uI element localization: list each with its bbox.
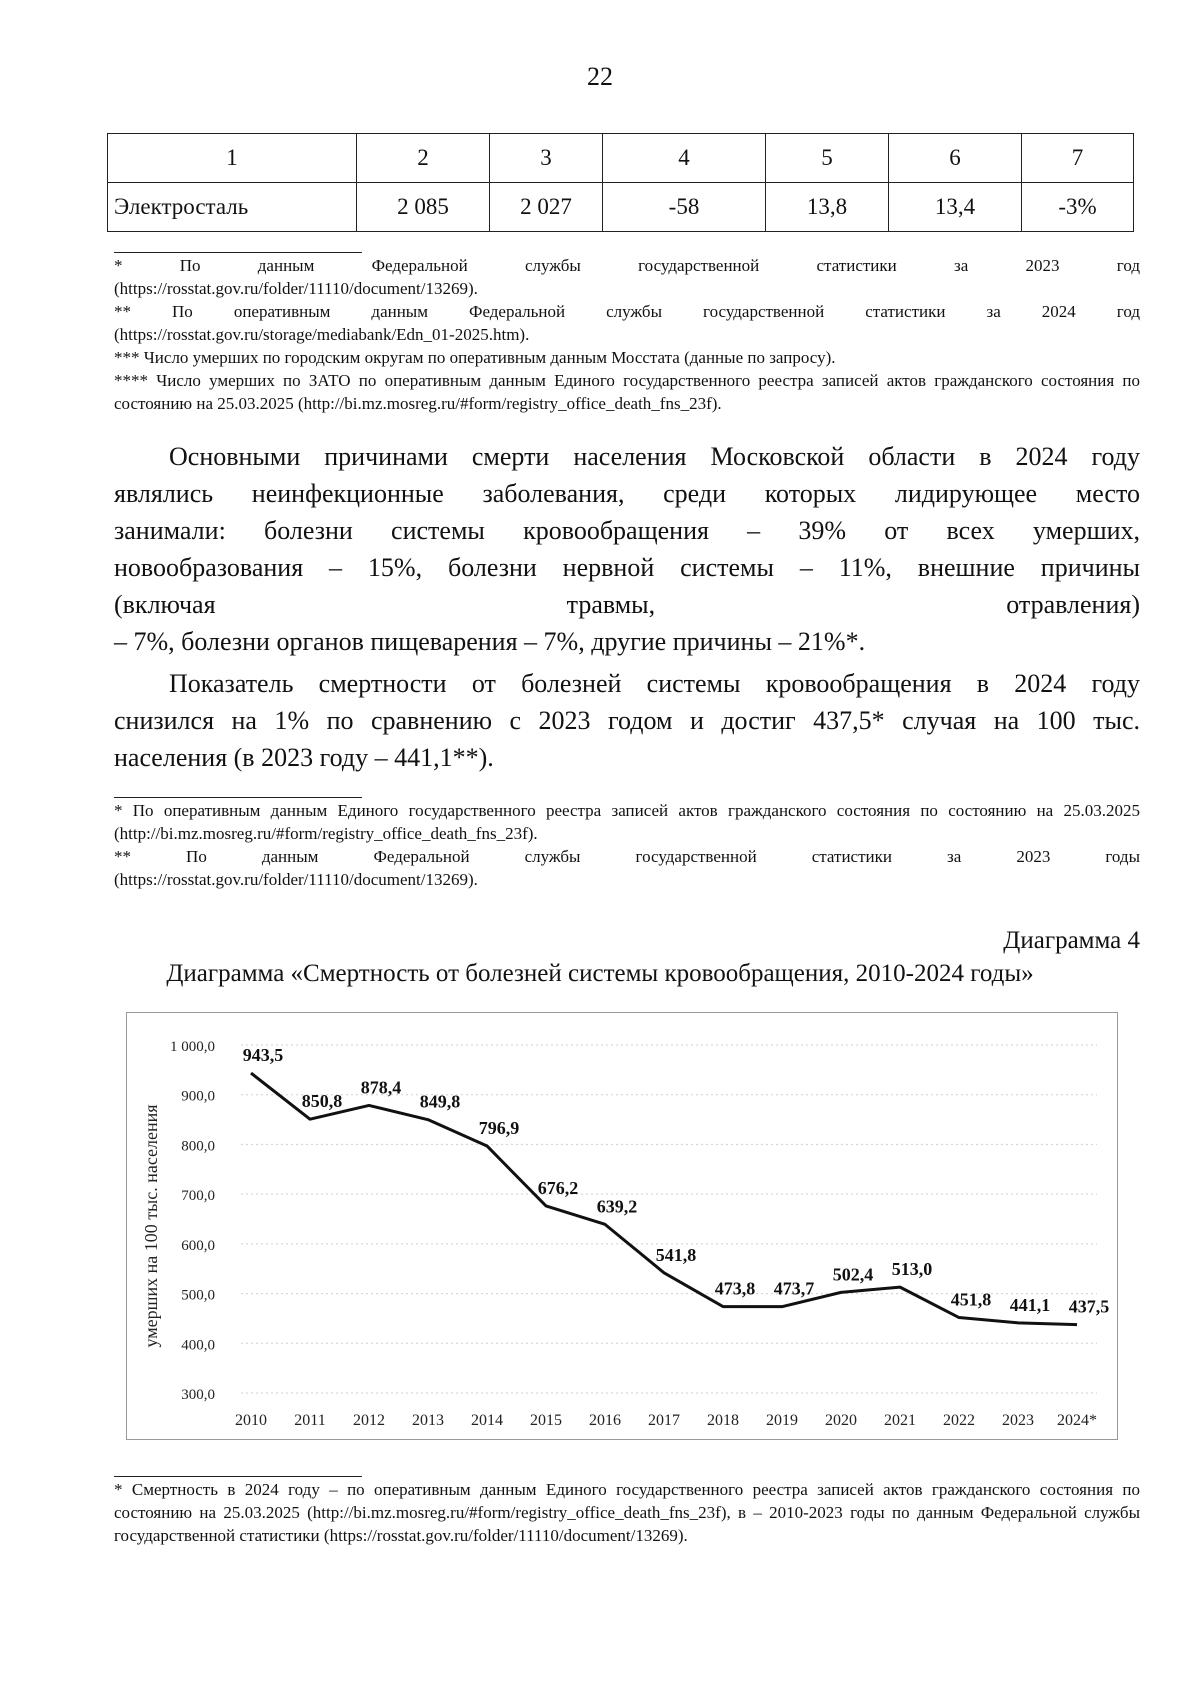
table-header-cell: 5 xyxy=(766,134,889,183)
y-axis-label: умерших на 100 тыс. населения xyxy=(141,1104,161,1348)
line-chart xyxy=(127,1013,1117,1439)
x-tick-label: 2024* xyxy=(1057,1412,1097,1429)
footnote-divider xyxy=(114,1476,362,1477)
data-label: 676,2 xyxy=(537,1177,579,1198)
data-label: 541,8 xyxy=(655,1244,697,1265)
data-label: 513,0 xyxy=(891,1259,933,1280)
data-label: 849,8 xyxy=(419,1091,461,1112)
data-label: 850,8 xyxy=(301,1091,343,1112)
footnote: *** Число умерших по городским округам по оперативным данным Мосстата (данные по запросу). xyxy=(114,348,836,367)
x-tick-label: 2015 xyxy=(530,1412,562,1429)
y-tick-label: 300,0 xyxy=(181,1387,215,1403)
x-tick-label: 2016 xyxy=(589,1412,621,1429)
table-header-cell: 1 xyxy=(108,134,357,183)
footnote: * Смертность в 2024 году – по оперативным данным Единого государственного реестра записей актов гражданского состояния по состоянию на 25.03.2025 (http://bi.mz.mosreg.ru/#form/registry_office_death_fns_23f), в – 2010-2023 годы по данным Федеральной службы государственной статистики (https://rosstat.gov.ru/folder/11110/document/13269). xyxy=(114,1480,1140,1545)
series-line xyxy=(251,1073,1077,1325)
y-tick-label: 400,0 xyxy=(181,1337,215,1354)
text-line: Показатель смертности от болезней системы кровообращения в 2024 году xyxy=(169,669,1140,698)
table-row xyxy=(108,183,1134,232)
table-header-cell: 2 xyxy=(357,134,490,183)
footnotes-bottom xyxy=(114,1478,1140,1547)
footnote-divider xyxy=(114,797,362,798)
x-tick-label: 2014 xyxy=(471,1412,503,1429)
text-line: (включая травмы, отравления) xyxy=(114,590,1140,619)
footnote: * По оперативным данным Единого государственного реестра записей актов гражданского состояния по состоянию на 25.03.2025 (http://bi.mz.mosreg.ru/#form/registry_office_death_fns_23f). xyxy=(114,801,1140,843)
data-label: 441,1 xyxy=(1009,1294,1051,1315)
data-label: 473,8 xyxy=(714,1278,756,1299)
paragraph-causes xyxy=(114,438,1140,660)
diagram-label: Диаграмма 4 xyxy=(1003,927,1140,954)
y-tick-label: 800,0 xyxy=(181,1138,215,1155)
footnote: * По данным Федеральной службы государственной статистики за 2023 год xyxy=(114,256,1140,275)
table-cell: Электросталь xyxy=(108,183,357,232)
data-label: 437,5 xyxy=(1068,1296,1110,1317)
y-tick-label: 500,0 xyxy=(181,1287,215,1304)
table-cell: 13,8 xyxy=(766,183,889,232)
data-label: 451,8 xyxy=(950,1289,992,1310)
data-table xyxy=(107,133,1134,232)
table-header-row xyxy=(108,134,1134,183)
text-line: занимали: болезни системы кровообращения – 39% от всех умерших, xyxy=(114,516,1140,545)
table-cell: 13,4 xyxy=(889,183,1022,232)
table-cell: -3% xyxy=(1022,183,1134,232)
table-cell: -58 xyxy=(603,183,766,232)
footnotes-mid xyxy=(114,799,1140,891)
table-header-cell: 7 xyxy=(1022,134,1134,183)
y-tick-label: 900,0 xyxy=(181,1088,215,1105)
x-tick-label: 2023 xyxy=(1002,1412,1034,1429)
page-number: 22 xyxy=(587,62,613,91)
data-label: 639,2 xyxy=(596,1196,638,1217)
y-tick-label: 1 000,0 xyxy=(170,1039,215,1055)
footnote: ** По данным Федеральной службы государственной статистики за 2023 годы xyxy=(114,847,1140,866)
footnote: (https://rosstat.gov.ru/folder/11110/document/13269). xyxy=(114,870,478,889)
text-line: Основными причинами смерти населения Московской области в 2024 году xyxy=(169,442,1140,471)
data-label: 878,4 xyxy=(360,1077,402,1098)
data-label: 943,5 xyxy=(242,1045,284,1066)
footnote: ** По оперативным данным Федеральной службы государственной статистики за 2024 год xyxy=(114,302,1140,321)
paragraph-rate xyxy=(114,665,1140,776)
data-label: 796,9 xyxy=(478,1117,520,1138)
table-header-cell: 6 xyxy=(889,134,1022,183)
text-line: снизился на 1% по сравнению с 2023 годом и достиг 437,5* случая на 100 тыс. xyxy=(114,706,1140,735)
text-line: населения (в 2023 году – 441,1**). xyxy=(114,743,494,772)
data-label: 473,7 xyxy=(773,1278,815,1299)
y-tick-label: 600,0 xyxy=(181,1237,215,1254)
y-tick-label: 700,0 xyxy=(181,1188,215,1205)
chart-frame xyxy=(126,1012,1118,1440)
x-tick-label: 2019 xyxy=(766,1412,798,1429)
x-tick-label: 2010 xyxy=(235,1412,267,1429)
diagram-title: Диаграмма «Смертность от болезней системы кровообращения, 2010-2024 годы» xyxy=(166,960,1034,987)
footnote-divider xyxy=(114,252,362,253)
x-tick-label: 2020 xyxy=(825,1412,857,1429)
table-cell: 2 085 xyxy=(357,183,490,232)
footnote: **** Число умерших по ЗАТО по оперативным данным Единого государственного реестра записей актов гражданского состояния по состоянию на 25.03.2025 (http://bi.mz.mosreg.ru/#form/registry_office_death_fns_23f). xyxy=(114,371,1140,413)
x-tick-label: 2021 xyxy=(884,1412,916,1429)
text-line: являлись неинфекционные заболевания, среди которых лидирующее место xyxy=(114,479,1140,508)
table-header-cell: 4 xyxy=(603,134,766,183)
x-tick-label: 2018 xyxy=(707,1412,739,1429)
x-tick-label: 2013 xyxy=(412,1412,444,1429)
x-tick-label: 2022 xyxy=(943,1412,975,1429)
table-header-cell: 3 xyxy=(490,134,603,183)
table-cell: 2 027 xyxy=(490,183,603,232)
footnote: (https://rosstat.gov.ru/storage/mediabank/Edn_01-2025.htm). xyxy=(114,325,530,344)
x-tick-label: 2011 xyxy=(294,1412,326,1429)
x-tick-label: 2012 xyxy=(353,1412,385,1429)
text-line: – 7%, болезни органов пищеварения – 7%, другие причины – 21%*. xyxy=(114,627,866,656)
data-label: 502,4 xyxy=(832,1264,874,1285)
x-tick-label: 2017 xyxy=(648,1412,680,1429)
footnote: (https://rosstat.gov.ru/folder/11110/document/13269). xyxy=(114,279,478,298)
footnotes-top xyxy=(114,254,1140,415)
text-line: новообразования – 15%, болезни нервной системы – 11%, внешние причины xyxy=(114,553,1140,582)
